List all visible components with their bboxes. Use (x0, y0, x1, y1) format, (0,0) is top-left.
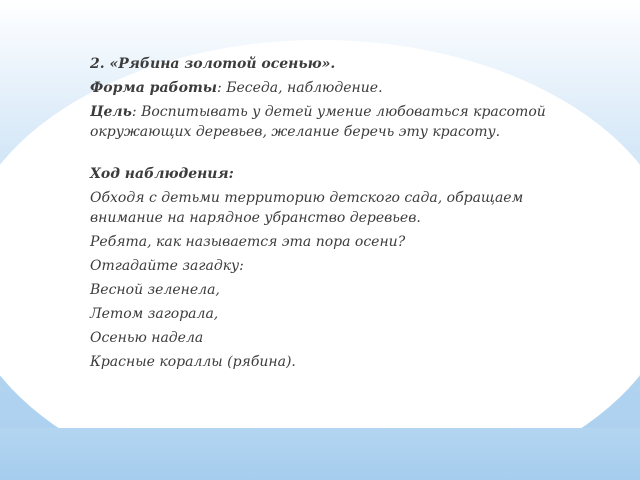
section-heading: 2. «Рябина золотой осенью». (90, 56, 336, 72)
goal-line (90, 102, 550, 142)
bottom-blue-band (0, 428, 640, 480)
work-form-line (90, 78, 550, 98)
observation-line: Ребята, как называется эта пора осени? (90, 234, 406, 250)
riddle-line: Красные кораллы (рябина). (90, 354, 296, 370)
observation-line: Обходя с детьми территорию детского сада, обращаем внимание на нарядное убранство деревьев. (90, 190, 524, 226)
observation-title: Ход наблюдения: (90, 166, 234, 182)
observation-line: Отгадайте загадку: (90, 258, 244, 274)
slide-text (90, 54, 550, 376)
work-form-value: : Беседа, наблюдение. (217, 80, 383, 96)
riddle-line: Осенью надела (90, 330, 204, 346)
goal-label: Цель (90, 104, 132, 120)
riddle-line: Весной зеленела, (90, 282, 220, 298)
goal-value: : Воспитывать у детей умение любоваться красотой окружающих деревьев, желание беречь эту красоту. (90, 104, 546, 140)
spacer (90, 146, 550, 164)
work-form-label: Форма работы (90, 80, 218, 96)
riddle-line: Летом загорала, (90, 306, 219, 322)
